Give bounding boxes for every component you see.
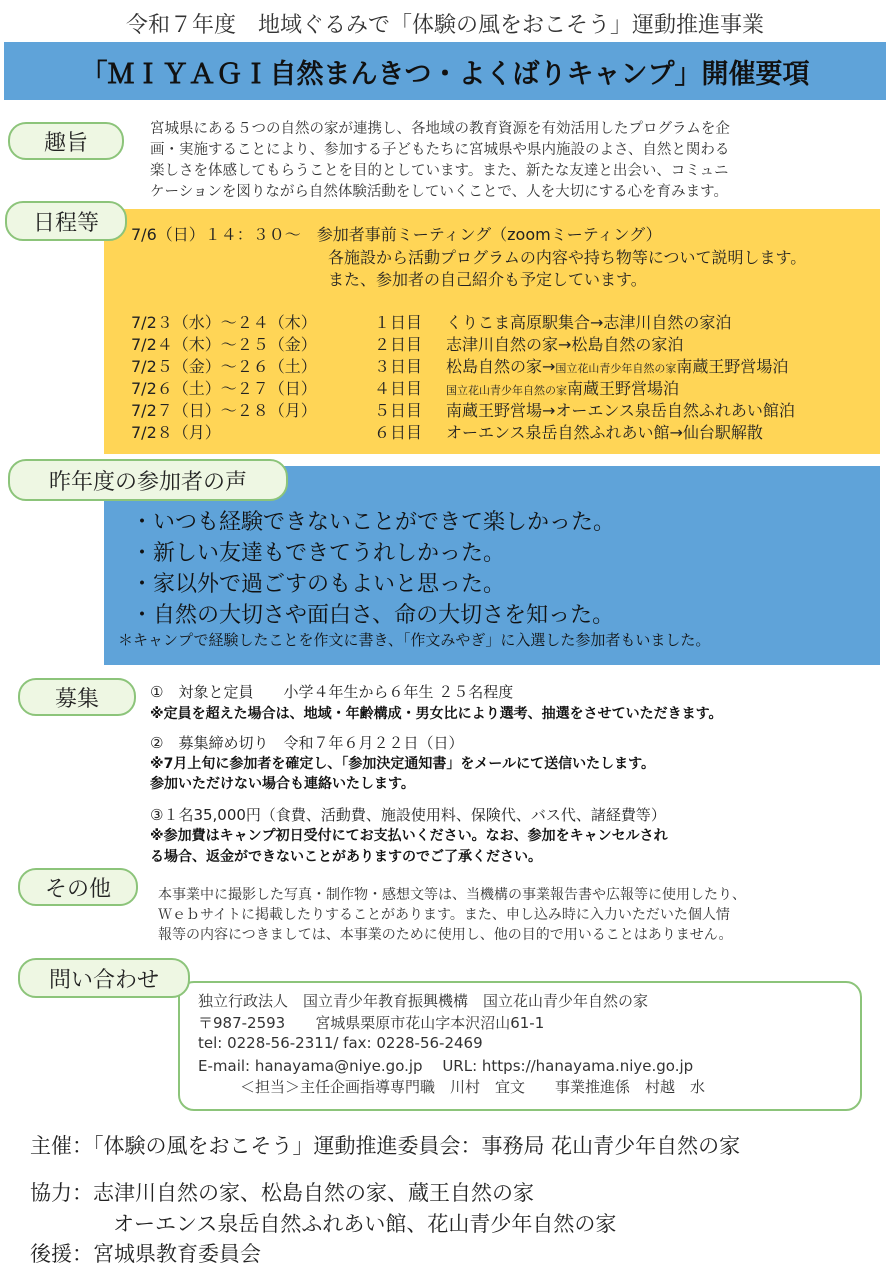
section-label-text: 趣旨 [43, 130, 88, 156]
schedule-date: 7/2４（木）～２５（金） [131, 335, 317, 354]
schedule-day: ６日目 [374, 423, 423, 442]
contact-address: 〒987-2593 宮城県栗原市花山字本沢沼山61-1 [198, 1014, 545, 1032]
purpose-line: 画・実施することにより、参加する子どもたちに宮城県や県内施設のよさ、自然と関わる [150, 142, 730, 158]
recruit-item-2-note: 参加いただけない場合も連絡いたします。 [150, 776, 415, 792]
footer-coop-cont: オーエンス泉岳自然ふれあい館、花山青少年自然の家 [113, 1212, 617, 1236]
schedule-meeting-desc: 各施設から活動プログラムの内容や持ち物等について説明します。 [328, 248, 807, 267]
section-label-schedule [5, 201, 127, 241]
purpose-text [150, 119, 860, 203]
purpose-line: 宮城県にある５つの自然の家が連携し、各地域の教育資源を有効活用したプログラムを企 [150, 121, 730, 137]
contact-staff: ＜担当＞主任企画指導専門職 川村 宜文 事業推進係 村越 水 [240, 1078, 706, 1096]
section-label-text: 日程等 [32, 210, 99, 236]
section-label-text: その他 [44, 876, 111, 902]
recruit-item-1: ① 対象と定員 小学４年生から６年生 ２５名程度 [150, 683, 514, 701]
schedule-route: 国立花山青少年自然の家南蔵王野営場泊 [446, 379, 680, 398]
footer-support: 後援：宮城県教育委員会 [30, 1242, 261, 1266]
schedule-day: ５日目 [374, 401, 423, 420]
schedule-date: 7/2６（土）～２７（日） [131, 379, 317, 398]
contact-org: 独立行政法人 国立青少年教育振興機構 国立花山青少年自然の家 [198, 992, 649, 1010]
voice-item: ・新しい友達もできてうれしかった。 [131, 541, 506, 566]
page-title: 「ＭＩＹＡＧＩ自然まんきつ・よくばりキャンプ」開催要項 [80, 58, 810, 90]
other-line: Ｗｅｂサイトに掲載したりすることがあります。また、申し込み時に入力いただいた個人情 [158, 907, 730, 923]
schedule-meeting: 7/6（日）１４：３０～ 参加者事前ミーティング（zoomミーティング） [131, 225, 662, 244]
contact-email-url: E-mail: hanayama@niye.go.jp URL: https://hanayama.niye.go.jp [198, 1057, 694, 1075]
recruit-item-2-note: ※7月上旬に参加者を確定し、「参加決定通知書」をメールにて送信いたします。 [150, 756, 655, 772]
recruit-item-3: ③１名35,000円（食費、活動費、施設使用料、保険代、バス代、諸経費等） [150, 806, 666, 824]
schedule-route: オーエンス泉岳自然ふれあい館→仙台駅解散 [446, 423, 763, 442]
section-label-text: 問い合わせ [48, 967, 159, 993]
voices-note: ＊キャンプで経験したことを作文に書き、「作文みやぎ」に入選した参加者もいました。 [118, 631, 711, 649]
other-line: 報等の内容につきましては、本事業のために使用し、他の目的で用いることはありません。 [158, 927, 733, 943]
schedule-route: 松島自然の家→国立花山青少年自然の家南蔵王野営場泊 [446, 357, 789, 376]
section-label-text: 昨年度の参加者の声 [48, 469, 247, 495]
schedule-meeting-desc: また、参加者の自己紹介も予定しています。 [328, 270, 647, 289]
section-label-contact [18, 958, 190, 998]
section-label-text: 募集 [54, 686, 99, 712]
section-label-recruit [18, 678, 136, 716]
schedule-route: 志津川自然の家→松島自然の家泊 [446, 335, 684, 354]
schedule-date: 7/2８（月） [131, 423, 221, 442]
voice-item: ・自然の大切さや面白さ、命の大切さを知った。 [131, 603, 615, 628]
purpose-line: ケーションを図りながら自然体験活動をしていくことで、人を大切にする心を育みます。 [150, 184, 728, 200]
footer-host: 主催：「体験の風をおこそう」運動推進委員会：事務局 花山青少年自然の家 [30, 1134, 741, 1158]
recruit-item-3-note: る場合、返金ができないことがありますのでご了承ください。 [150, 849, 542, 865]
recruit-item-2: ② 募集締め切り 令和７年６月２２日（日） [150, 734, 464, 752]
footer-coop: 協力：志津川自然の家、松島自然の家、蔵王自然の家 [30, 1181, 534, 1205]
schedule-date: 7/2７（日）～２８（月） [131, 401, 317, 420]
other-text [158, 885, 858, 945]
schedule-day: ３日目 [374, 357, 423, 376]
contact-phone: tel: 0228-56-2311/ fax: 0228-56-2469 [198, 1034, 483, 1052]
section-label-voices [8, 459, 288, 501]
other-line: 本事業中に撮影した写真・制作物・感想文等は、当機構の事業報告書や広報等に使用したり、 [158, 887, 746, 903]
schedule-route: くりこま高原駅集合→志津川自然の家泊 [446, 313, 732, 332]
section-label-purpose [8, 122, 124, 160]
schedule-day: ４日目 [374, 379, 423, 398]
recruit-item-3-note: ※参加費はキャンプ初日受付にてお支払いください。なお、参加をキャンセルされ [150, 828, 668, 844]
schedule-day: ２日目 [374, 335, 423, 354]
schedule-date: 7/2５（金）～２６（土） [131, 357, 317, 376]
recruit-item-1-note: ※定員を超えた場合は、地域・年齢構成・男女比により選考、抽選をさせていただきます。 [150, 706, 723, 722]
voice-item: ・家以外で過ごすのもよいと思った。 [131, 572, 506, 597]
page-title-banner [4, 42, 886, 100]
schedule-route: 南蔵王野営場→オーエンス泉岳自然ふれあい館泊 [446, 401, 795, 420]
schedule-date: 7/2３（水）～２４（木） [131, 313, 317, 332]
header-subtitle: 令和７年度 地域ぐるみで「体験の風をおこそう」運動推進事業 [125, 13, 764, 38]
voice-item: ・いつも経験できないことができて楽しかった。 [131, 510, 616, 535]
purpose-line: 楽しさを体感してもらうことを目的としています。また、新たな友達と出会い、コミュニ [150, 163, 729, 179]
section-label-other [18, 868, 138, 906]
schedule-day: １日目 [374, 313, 423, 332]
